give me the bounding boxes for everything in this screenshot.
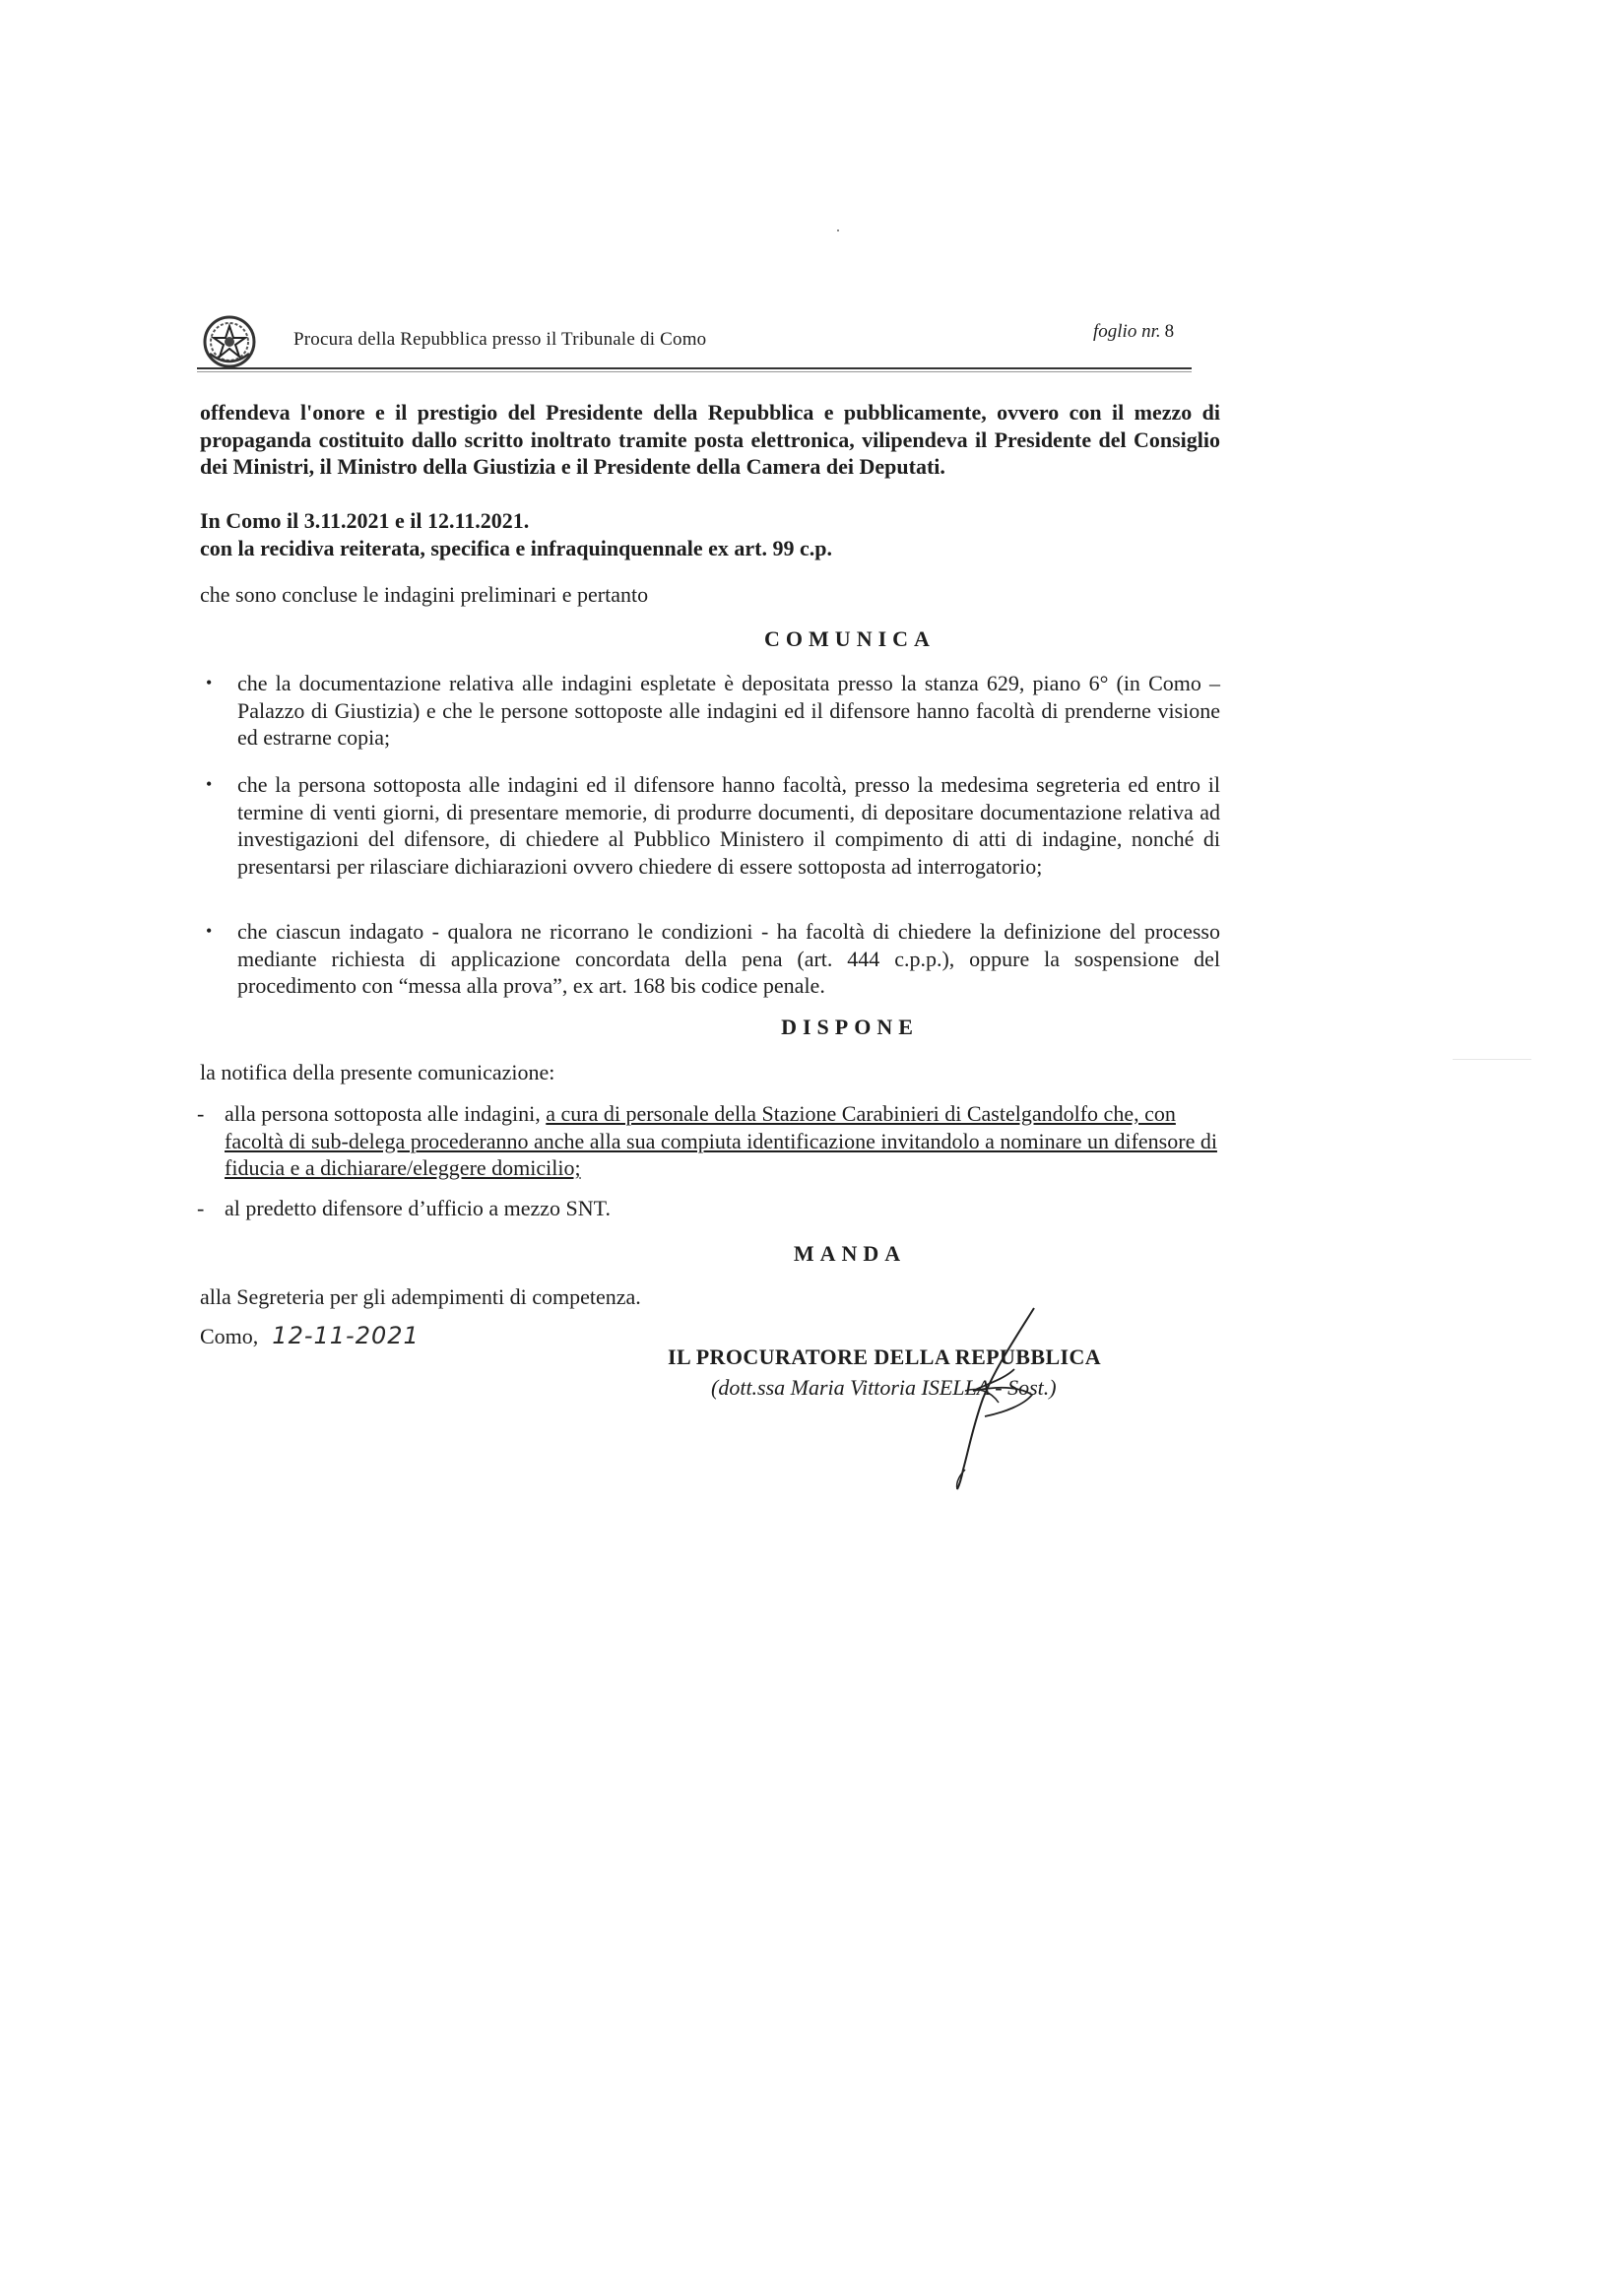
comunica-item bbox=[202, 670, 1220, 752]
comunica-item-text: che ciascun indagato - qualora ne ricorrano le condizioni - ha facoltà di chiedere la definizione del processo mediante richiesta di applicazione concordata della pena (art. 444 c.p.p.), oppure la sospensione del procedimento con “messa alla prova”, ex art. 168 bis codice penale. bbox=[237, 919, 1220, 998]
charge-date: In Como il 3.11.2021 e il 12.11.2021. bbox=[200, 508, 530, 533]
dispone-list-1 bbox=[197, 1100, 1221, 1182]
foglio-label: foglio nr. bbox=[1093, 321, 1161, 342]
charge-paragraph: offendeva l'onore e il prestigio del Presidente della Repubblica e pubblicamente, ovvero con il mezzo di propaganda costituito dallo scritto inoltrato tramite posta elettronica, vilipendeva il Presidente del Consiglio dei Ministri, il Ministro della Giustizia e il Presidente della Camera dei Deputati. bbox=[200, 400, 1220, 479]
dispone-item bbox=[197, 1195, 1221, 1222]
foglio-number: 8 bbox=[1164, 321, 1175, 342]
scan-margin-mark bbox=[1453, 1059, 1531, 1060]
dispone-item-underlined: a cura di personale della Stazione Carabinieri di Castelgandolfo che, con facoltà di sub-delega procederanno anche alla sua compiuta identificazione invitandolo a nominare un difensore di fiducia e a dichiarare/eleggere domicilio; bbox=[225, 1101, 1217, 1180]
comunica-item bbox=[202, 771, 1220, 880]
dispone-item-text: al predetto difensore d’ufficio a mezzo SNT. bbox=[225, 1196, 611, 1220]
comunica-list-3 bbox=[202, 918, 1220, 1000]
investigation-concluded: che sono concluse le indagini preliminari e pertanto bbox=[200, 582, 649, 607]
italian-republic-emblem-icon bbox=[202, 314, 257, 369]
bullet-icon: • bbox=[206, 774, 213, 794]
heading-comunica: COMUNICA bbox=[764, 626, 936, 651]
dispone-item bbox=[197, 1100, 1221, 1182]
dispone-intro: la notifica della presente comunicazione: bbox=[200, 1060, 555, 1084]
manda-text: alla Segreteria per gli adempimenti di competenza. bbox=[200, 1284, 641, 1309]
dispone-item-text: alla persona sottoposta alle indagini, bbox=[225, 1101, 547, 1126]
heading-manda: MANDA bbox=[793, 1241, 907, 1266]
header-rule-thin bbox=[197, 371, 1192, 372]
header-rule bbox=[197, 367, 1192, 369]
scan-speck bbox=[837, 230, 839, 231]
handwritten-date: 12-11-2021 bbox=[272, 1322, 420, 1349]
dash-marker: - bbox=[197, 1196, 205, 1220]
header-page-number bbox=[1093, 321, 1174, 343]
comunica-item bbox=[202, 918, 1220, 1000]
dispone-list-2 bbox=[197, 1195, 1221, 1222]
comunica-list-2 bbox=[202, 771, 1220, 880]
handwritten-signature bbox=[867, 1300, 1064, 1497]
heading-dispone: DISPONE bbox=[781, 1015, 919, 1039]
bullet-icon: • bbox=[206, 921, 213, 941]
header-office-title: Procura della Repubblica presso il Tribunale di Como bbox=[293, 329, 707, 350]
recidivism-note: con la recidiva reiterata, specifica e infraquinquennale ex art. 99 c.p. bbox=[200, 536, 832, 560]
comunica-list-1 bbox=[202, 670, 1220, 752]
comunica-item-text: che la documentazione relativa alle indagini espletate è depositata presso la stanza 629, piano 6° (in Como – Palazzo di Giustizia) e che le persone sottoposte alle indagini ed il difensore hanno facoltà di prenderne visione ed estrarne copia; bbox=[237, 671, 1220, 750]
signatory-title: IL PROCURATORE DELLA REPUBBLICA bbox=[668, 1345, 1102, 1369]
dash-marker: - bbox=[197, 1101, 205, 1126]
bullet-icon: • bbox=[206, 673, 213, 692]
comunica-item-text: che la persona sottoposta alle indagini ed il difensore hanno facoltà, presso la medesima segreteria ed entro il termine di venti giorni, di presentare memorie, di produrre documenti, di depositare documentazione relativa ad investigazioni del difensore, di chiedere al Pubblico Ministero il compimento di atti di indagine, nonché di presentarsi per rilasciare dichiarazioni ovvero chiedere di essere sottoposta ad interrogatorio; bbox=[237, 772, 1220, 879]
place-label: Como, bbox=[200, 1324, 259, 1348]
signatory-name: (dott.ssa Maria Vittoria ISELLA - Sost.) bbox=[711, 1375, 1057, 1400]
